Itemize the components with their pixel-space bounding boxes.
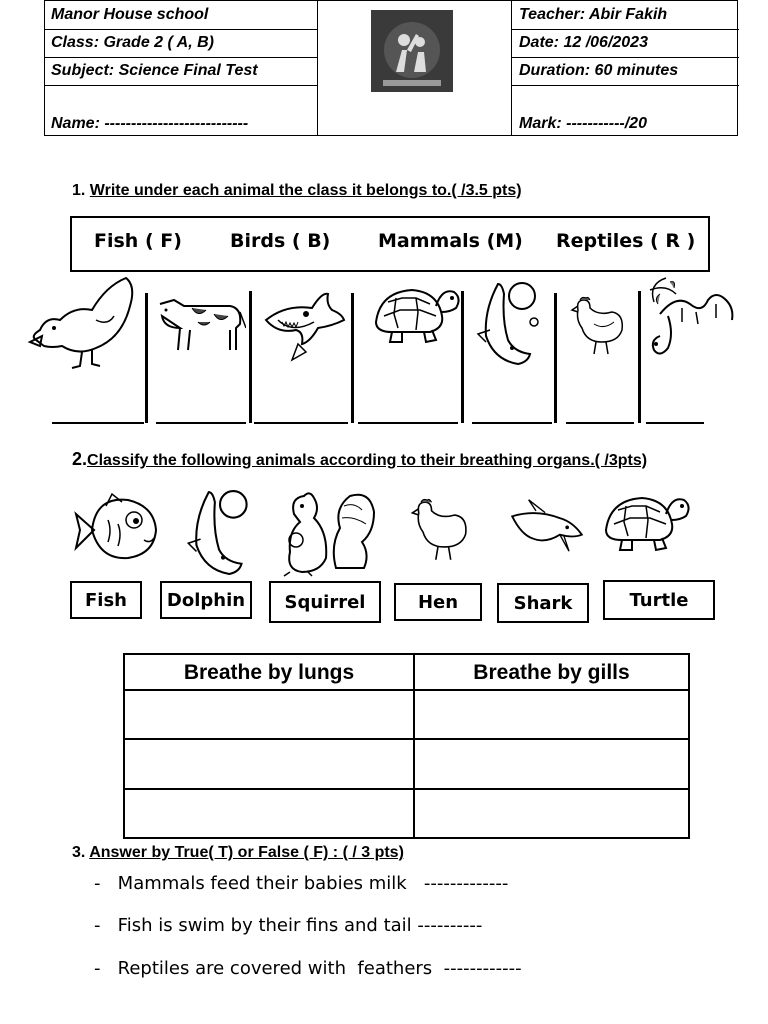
animal-label-turtle: Turtle [603,580,715,620]
question-3-title [72,844,404,862]
answer-blank[interactable] [472,422,552,424]
table-divider [413,655,415,837]
turtle-icon [372,284,462,346]
school-name: Manor House school [51,6,209,23]
dolphin-icon [184,488,256,576]
column-divider [461,291,464,423]
question-text: Answer by True( T) or False ( F) : ( / 3 pts) [89,844,404,861]
animal-label-shark: Shark [497,583,589,623]
duck-icon [26,276,138,372]
cow-icon [154,294,246,356]
dolphin-icon [474,280,544,366]
hen-icon [408,498,470,564]
breathing-table [123,653,690,839]
class-reptiles: Reptiles ( R ) [556,230,696,252]
table-header-gills: Breathe by gills [473,661,630,684]
answer-blank[interactable] [156,422,246,424]
answer-blank[interactable] [358,422,458,424]
header-divider [511,57,739,58]
header-divider [511,1,512,136]
column-divider [249,291,252,423]
squirrel-icon [280,488,376,578]
column-divider [554,293,557,423]
question-text: Classify the following animals according to their breathing organs.( /3pts) [87,452,648,469]
question-number: 3. [72,844,86,861]
snake-icon [646,274,736,360]
answer-blank[interactable] [52,422,144,424]
fish-icon [72,490,160,570]
turtle-icon [602,492,692,554]
animal-label-squirrel: Squirrel [269,581,381,623]
header-table [44,0,738,136]
header-divider [511,85,739,86]
table-header-lungs: Breathe by lungs [183,661,355,684]
class-field: Class: Grade 2 ( A, B) [51,34,215,51]
table-divider [125,738,688,740]
header-divider [45,85,317,86]
animal-label-hen: Hen [394,583,482,621]
header-divider [511,29,739,30]
column-divider [145,293,148,423]
subject-field: Subject: Science Final Test [51,62,258,79]
column-divider [351,293,354,423]
animal-label-fish: Fish [70,581,142,619]
header-divider [45,29,317,30]
mark-field: Mark: -----------/20 [519,115,647,132]
question-number: 2. [72,449,88,469]
column-divider [638,291,641,423]
shark-icon [262,290,346,362]
shark-icon [506,498,588,564]
hen-icon [568,296,626,358]
answer-blank[interactable] [566,422,634,424]
school-logo [371,10,453,92]
question-number: 1. [72,182,86,199]
question-2-title [72,449,647,470]
duration-field: Duration: 60 minutes [519,62,679,79]
header-divider [317,1,318,136]
animal-class-box [70,216,710,272]
statement-item: - Fish is swim by their fins and tail ---------- [94,915,483,936]
question-text: Write under each animal the class it belongs to.( /3.5 pts) [89,182,522,199]
class-birds: Birds ( B) [230,230,331,252]
table-divider [125,689,688,691]
answer-blank[interactable] [254,422,348,424]
teacher-field: Teacher: Abir Fakih [519,6,668,23]
answer-blank[interactable] [646,422,704,424]
question-1-title [72,182,522,200]
class-mammals: Mammals (M) [378,230,523,252]
animal-label-dolphin: Dolphin [160,581,252,619]
statement-item: - Mammals feed their babies milk ------------- [94,873,509,894]
class-fish: Fish ( F) [94,230,182,252]
name-field: Name: --------------------------- [51,115,249,132]
statement-item: - Reptiles are covered with feathers ------------ [94,958,522,979]
table-divider [125,788,688,790]
date-field: Date: 12 /06/2023 [519,34,648,51]
header-divider [45,57,317,58]
